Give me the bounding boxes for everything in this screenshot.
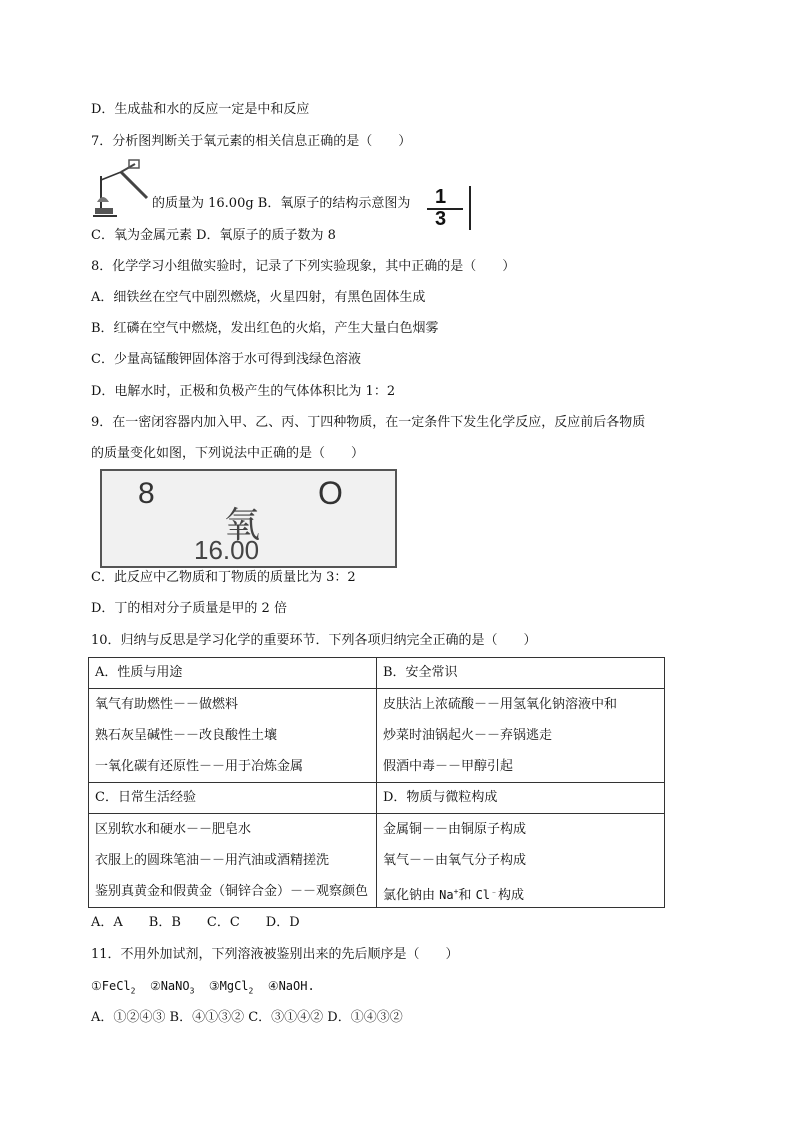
sodium-symbol: Na [439,888,454,902]
q8-option-a: A．细铁丝在空气中剧烈燃烧，火星四射，有黑色固体生成 [91,290,426,305]
table-head-d: D．物质与微粒构成 [377,783,665,814]
solution-3: ③MgCl [208,979,249,993]
lab-apparatus-drawing [91,158,153,220]
table-a-item: 氧气有助燃性－－做燃料 [95,697,239,712]
chloride-charge: ﹣ [490,887,499,896]
table-head-a: A．性质与用途 [89,658,377,689]
solution-4: ④NaOH. [267,979,315,993]
table-d-item: 氧气－－由氧气分子构成 [383,853,527,868]
table-cell-a [89,689,377,783]
solution-3-sub: 2 [248,986,254,996]
table-cell-c [89,814,377,908]
chloride-ion [476,888,498,902]
q9-option-c: C．此反应中乙物质和丁物质的质量比为 3：2 [91,570,356,585]
question-10-options: A．A B．B C．C D．D [91,915,300,930]
table-a-item: 一氧化碳有还原性－－用于冶炼金属 [95,759,304,774]
question-11-solutions [91,977,315,1000]
solution-2: ②NaNO [149,979,190,993]
question-11: 11．不用外加试剂，下列溶液被鉴别出来的先后顺序是（ ） [91,947,459,962]
sodium-ion [439,888,458,902]
q8-option-b: B．红磷在空气中燃烧，发出红色的火焰，产生大量白色烟雾 [91,321,439,336]
fraction-image [425,186,471,230]
solution-1-sub: 2 [130,986,136,996]
atomic-number: 8 [138,477,155,510]
fraction-numerator: 1 [435,186,447,208]
nacl-middle: 和 [458,888,476,903]
table-cell-b [377,689,665,783]
table-c-item: 鉴别真黄金和假黄金（铜锌合金）－－观察颜色 [95,884,369,899]
table-d-item-nacl [383,876,658,907]
nacl-prefix: 氯化钠由 [383,888,440,903]
q8-option-c: C．少量高锰酸钾固体溶于水可得到浅绿色溶液 [91,352,361,367]
question-10: 10．归纳与反思是学习化学的重要环节．下列各项归纳完全正确的是（ ） [91,633,537,648]
fraction-denominator: 3 [435,208,447,230]
question-7-options-cd: C．氧为金属元素 D．氧原子的质子数为 8 [91,228,336,243]
element-symbol: O [318,475,343,511]
question-7-options-ab: 的质量为 16.00g B．氧原子的结构示意图为 [152,196,411,211]
question-8: 8．化学学习小组做实验时，记录了下列实验现象，其中正确的是（ ） [91,259,516,274]
table-head-b: B．安全常识 [377,658,665,689]
question-9-line-2: 的质量变化如图，下列说法中正确的是（ ） [91,446,365,461]
table-c-item: 衣服上的圆珠笔油－－用汽油或酒精搓洗 [95,853,330,868]
element-name: 氧 [224,505,261,546]
table-head-c: C．日常生活经验 [89,783,377,814]
table-cell-d [377,814,665,908]
chloride-symbol: Cl [475,888,491,902]
sodium-charge: + [453,887,459,896]
solution-1: ①FeCl [91,979,131,993]
q6-option-d: D．生成盐和水的反应一定是中和反应 [91,102,310,117]
lab-apparatus-image [91,158,153,220]
q8-option-d: D．电解水时，正极和负极产生的气体体积比为 1：2 [91,384,396,399]
summary-table [88,657,665,908]
table-c-item: 区别软水和硬水－－肥皂水 [95,822,252,837]
q9-option-d: D．丁的相对分子质量是甲的 2 倍 [91,601,287,616]
table-b-item: 皮肤沾上浓硫酸－－用氢氧化钠溶液中和 [383,697,618,712]
oxygen-element-card [100,469,397,568]
table-a-item: 熟石灰呈碱性－－改良酸性土壤 [95,728,278,743]
question-7: 7．分析图判断关于氧元素的相关信息正确的是（ ） [91,134,412,149]
nacl-suffix: 构成 [498,888,525,903]
solution-2-sub: 3 [189,986,195,996]
table-d-item: 金属铜－－由铜原子构成 [383,822,527,837]
table-b-item: 假酒中毒－－甲醇引起 [383,759,514,774]
atomic-mass: 16.00 [194,535,260,565]
table-b-item: 炒菜时油锅起火－－弃锅逃走 [383,728,553,743]
question-11-options: A．①②④③ B．④①③② C．③①④② D．①④③② [91,1010,403,1025]
question-9-line-1: 9．在一密闭容器内加入甲、乙、丙、丁四种物质，在一定条件下发生化学反应，反应前后各物质 [91,415,646,430]
